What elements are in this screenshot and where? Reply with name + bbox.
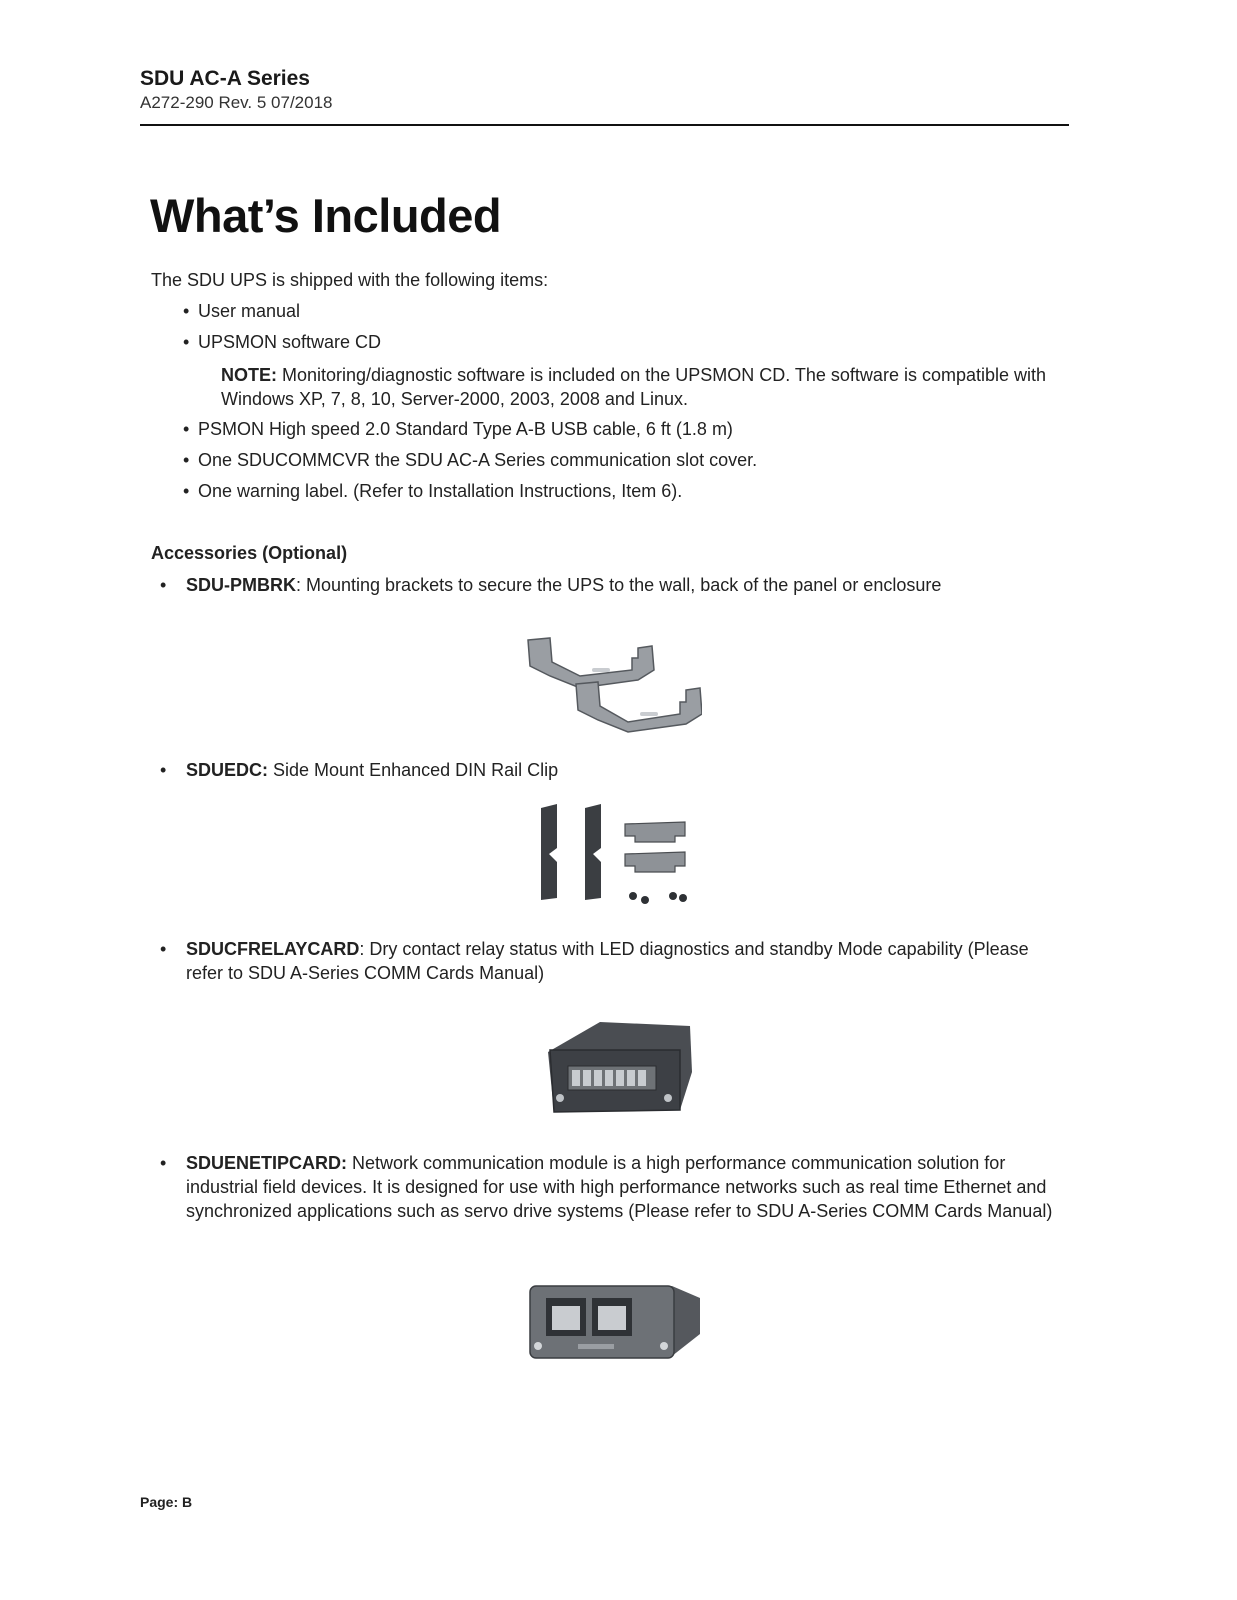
page-number: Page: B: [140, 1494, 193, 1510]
revision-line: A272-290 Rev. 5 07/2018: [140, 93, 333, 112]
din-rail-clip-image: [535, 802, 695, 910]
bullet: •: [160, 939, 167, 959]
accessory-item: [160, 1151, 1060, 1223]
mounting-bracket-image: [520, 618, 702, 736]
note-block: [221, 363, 1061, 411]
list-item: [183, 330, 1063, 354]
ethernet-card-image: [522, 1268, 704, 1364]
bullet: •: [183, 419, 190, 439]
accessory-item: [160, 937, 1060, 985]
bullet: •: [160, 1153, 167, 1173]
relay-card-image: [540, 1012, 700, 1116]
page-title: What’s Included: [150, 189, 502, 242]
accessory-desc: : Mounting brackets to secure the UPS to the wall, back of the panel or enclosure: [296, 575, 942, 595]
accessory-code: SDUCFRELAYCARD: [186, 939, 360, 959]
accessory-code: SDUENETIPCARD:: [186, 1153, 348, 1173]
accessory-desc: Side Mount Enhanced DIN Rail Clip: [268, 760, 559, 780]
accessory-code: SDU-PMBRK: [186, 575, 296, 595]
item-text: One SDUCOMMCVR the SDU AC-A Series communication slot cover.: [198, 450, 758, 470]
list-item: [183, 448, 1063, 472]
accessories-heading: Accessories (Optional): [151, 543, 348, 563]
accessory-item: [160, 573, 1060, 597]
note-text: Monitoring/diagnostic software is included on the UPSMON CD. The software is compatible with Windows XP, 7, 8, 10, Server-2000, 2003, 2008 and Linux.: [221, 365, 1047, 409]
accessory-item: [160, 758, 1060, 782]
bullet: •: [183, 481, 190, 501]
bullet: •: [183, 450, 190, 470]
item-text: User manual: [198, 301, 301, 321]
bullet: •: [183, 332, 190, 352]
header-rule: [140, 124, 1069, 126]
bullet: •: [160, 760, 167, 780]
note-label: NOTE:: [221, 365, 277, 385]
bullet: •: [160, 575, 167, 595]
document-header: [140, 66, 1069, 114]
list-item: [183, 299, 1063, 323]
accessory-desc: : Dry contact relay status with LED diagnostics and standby Mode capability (Please refer to SDU A-Series COMM Cards Manual): [186, 939, 1029, 983]
accessory-code: SDUEDC:: [186, 760, 269, 780]
included-list: [183, 299, 1063, 361]
series-name: SDU AC-A Series: [140, 67, 310, 90]
included-list-continued: [183, 417, 1063, 510]
accessory-desc: Network communication module is a high performance communication solution for industrial field devices. It is designed for use with high performance networks such as real time Ethernet and synchronized applications such as servo drive systems (Please refer to SDU A-Series COMM Cards Manual): [186, 1153, 1053, 1221]
item-text: PSMON High speed 2.0 Standard Type A-B USB cable, 6 ft (1.8 m): [198, 419, 733, 439]
list-item: [183, 479, 1063, 503]
item-text: One warning label. (Refer to Installation Instructions, Item 6).: [198, 481, 683, 501]
intro-text: The SDU UPS is shipped with the following items:: [151, 270, 549, 290]
item-text: UPSMON software CD: [198, 332, 382, 352]
list-item: [183, 417, 1063, 441]
bullet: •: [183, 301, 190, 321]
